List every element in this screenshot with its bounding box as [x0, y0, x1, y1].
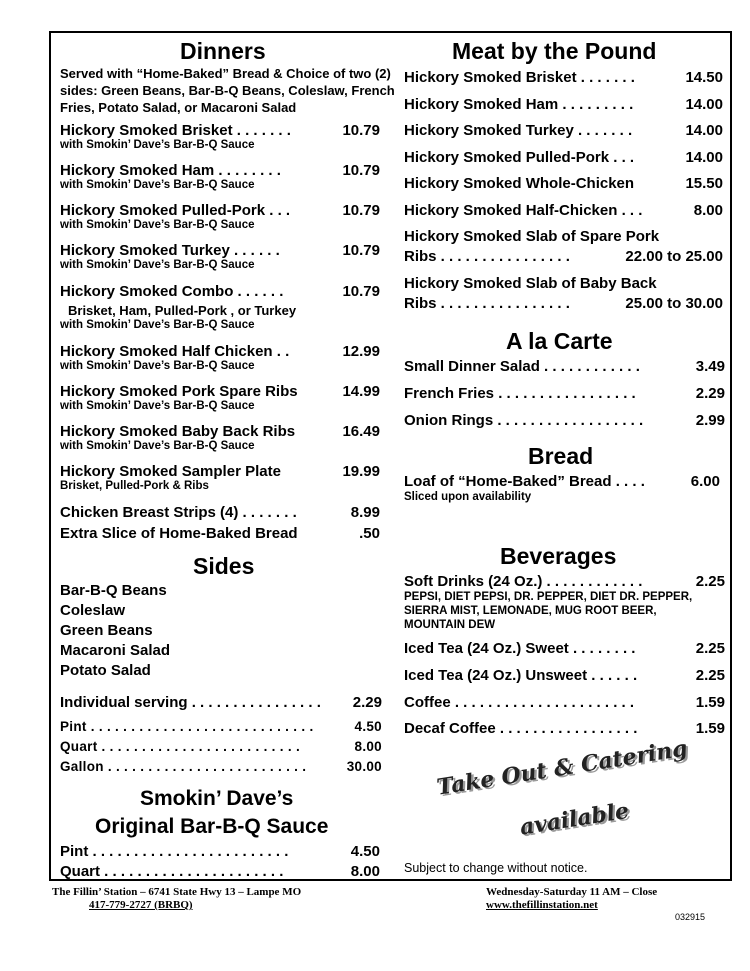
dinner-item-price: 16.49 — [342, 423, 380, 440]
soft-drinks-name: Soft Drinks (24 Oz.) . . . . . . . . . . . . — [404, 573, 643, 590]
spare-ribs-line1: Hickory Smoked Slab of Spare Pork — [404, 228, 660, 245]
meat-item-price: 15.50 — [685, 175, 723, 192]
alacarte-heading: A la Carte — [506, 328, 613, 354]
side-price-name: Individual serving . . . . . . . . . . . . . . . . — [60, 694, 321, 711]
soft-drink-flavors: SIERRA MIST, LEMONADE, MUG ROOT BEER, — [404, 605, 657, 617]
side-item: Potato Salad — [60, 662, 151, 679]
meat-item-name: Hickory Smoked Pulled-Pork . . . — [404, 149, 635, 166]
dinner-item-name: Hickory Smoked Turkey . . . . . . — [60, 242, 280, 259]
meat-item-price: 14.00 — [685, 122, 723, 139]
dinner-item-name: Hickory Smoked Baby Back Ribs — [60, 423, 296, 440]
dinner-item-name: Chicken Breast Strips (4) . . . . . . . — [60, 504, 297, 521]
sides-heading: Sides — [193, 553, 255, 579]
side-price-name: Pint . . . . . . . . . . . . . . . . . . . . . . . . . . . . — [60, 719, 314, 734]
side-item: Bar-B-Q Beans — [60, 582, 167, 599]
meat-item-name: Hickory Smoked Whole-Chicken — [404, 175, 635, 192]
alacarte-item-price: 3.49 — [695, 358, 725, 375]
sauce-heading-line2: Original Bar-B-Q Sauce — [95, 815, 329, 838]
beverage-item-price: 1.59 — [695, 720, 725, 737]
side-price-value: 8.00 — [354, 739, 382, 754]
takeout-line2: available — [518, 797, 631, 841]
dinner-item-name: Extra Slice of Home-Baked Bread — [60, 525, 298, 542]
meat-item-price: 14.50 — [685, 69, 723, 86]
alacarte-item-name: Small Dinner Salad . . . . . . . . . . . . — [404, 358, 640, 375]
meat-item-name: Hickory Smoked Turkey . . . . . . . — [404, 122, 633, 139]
side-item: Coleslaw — [60, 602, 126, 619]
dinner-item-price: 12.99 — [342, 343, 380, 360]
alacarte-item-name: French Fries . . . . . . . . . . . . . . . . . — [404, 385, 636, 402]
sauce-item-name: Quart . . . . . . . . . . . . . . . . . . . . . . — [60, 863, 284, 880]
dinner-item-name: Hickory Smoked Brisket . . . . . . . — [60, 122, 291, 139]
meat-item-name: Hickory Smoked Half-Chicken . . . — [404, 202, 643, 219]
soft-drinks-price: 2.25 — [695, 573, 725, 590]
footer-website-link[interactable]: www.thefillinstation.net — [486, 899, 598, 911]
baby-back-line2: Ribs . . . . . . . . . . . . . . . . — [404, 295, 570, 312]
side-price-name: Gallon . . . . . . . . . . . . . . . . . . . . . . . . . — [60, 759, 307, 774]
takeout-line1: Take Out & Catering — [435, 735, 690, 801]
footer-phone[interactable]: 417-779-2727 (BRBQ) — [89, 899, 193, 911]
dinner-item-name: Hickory Smoked Half Chicken . . — [60, 343, 290, 360]
dinner-item-sub: Brisket, Pulled-Pork & Ribs — [60, 480, 209, 492]
meat-item-price: 14.00 — [685, 149, 723, 166]
side-price-value: 30.00 — [346, 759, 382, 774]
dinner-item-name: Hickory Smoked Combo . . . . . . — [60, 283, 284, 300]
dinner-item-sub: with Smokin’ Dave’s Bar-B-Q Sauce — [60, 139, 255, 151]
meat-item-name: Hickory Smoked Brisket . . . . . . . — [404, 69, 635, 86]
dinner-item-price: 19.99 — [342, 463, 380, 480]
alacarte-item-price: 2.29 — [695, 385, 725, 402]
change-notice: Subject to change without notice. — [404, 861, 588, 875]
dinner-item-sub: with Smokin’ Dave’s Bar-B-Q Sauce — [60, 179, 255, 191]
side-price-name: Quart . . . . . . . . . . . . . . . . . . . . . . . . . — [60, 739, 301, 754]
bread-sub: Sliced upon availability — [404, 491, 532, 503]
beverage-item-name: Iced Tea (24 Oz.) Sweet . . . . . . . . — [404, 640, 636, 657]
dinner-item-price: 10.79 — [342, 162, 380, 179]
dinner-item-name: Hickory Smoked Pulled-Pork . . . — [60, 202, 291, 219]
bread-item-name: Loaf of “Home-Baked” Bread . . . . — [404, 473, 645, 490]
sauce-item-price: 8.00 — [350, 863, 380, 880]
beverage-item-price: 2.25 — [695, 640, 725, 657]
side-item: Green Beans — [60, 622, 153, 639]
dinner-item-sub: with Smokin’ Dave’s Bar-B-Q Sauce — [60, 319, 255, 331]
spare-ribs-price: 22.00 to 25.00 — [625, 248, 723, 265]
meat-item-price: 8.00 — [693, 202, 723, 219]
sauce-item-name: Pint . . . . . . . . . . . . . . . . . . . . . . . . — [60, 843, 289, 860]
footer-code: 032915 — [675, 912, 706, 922]
dinner-item-name: Hickory Smoked Sampler Plate — [60, 463, 281, 480]
dinner-item-sub: Brisket, Ham, Pulled-Pork , or Turkey — [68, 303, 297, 318]
dinner-item-sub: with Smokin’ Dave’s Bar-B-Q Sauce — [60, 440, 255, 452]
side-price-value: 2.29 — [352, 694, 382, 711]
dinner-item-sub: with Smokin’ Dave’s Bar-B-Q Sauce — [60, 219, 255, 231]
dinner-item-name: Hickory Smoked Pork Spare Ribs — [60, 383, 298, 400]
dinner-item-sub: with Smokin’ Dave’s Bar-B-Q Sauce — [60, 400, 255, 412]
baby-back-price: 25.00 to 30.00 — [625, 295, 723, 312]
bread-heading: Bread — [528, 443, 594, 469]
spare-ribs-line2: Ribs . . . . . . . . . . . . . . . . — [404, 248, 570, 265]
beverage-item-price: 1.59 — [695, 694, 725, 711]
sauce-heading-line1: Smokin’ Dave’s — [140, 787, 294, 810]
dinner-item-price: 10.79 — [342, 242, 380, 259]
sauce-item-price: 4.50 — [350, 843, 380, 860]
beverage-item-price: 2.25 — [695, 667, 725, 684]
soft-drink-flavors: MOUNTAIN DEW — [404, 619, 496, 631]
dinner-item-price: .50 — [359, 525, 380, 542]
dinner-item-price: 10.79 — [342, 122, 380, 139]
dinners-heading: Dinners — [180, 38, 266, 64]
footer-hours: Wednesday-Saturday 11 AM – Close — [486, 886, 658, 898]
dinners-intro: Served with “Home-Baked” Bread & Choice of two (2) sides: Green Beans, Bar-B-Q Beans, Coleslaw, French Fries, Potato Salad, or Macaroni Salad — [60, 66, 395, 115]
dinner-item-price: 10.79 — [342, 283, 380, 300]
soft-drink-flavors: PEPSI, DIET PEPSI, DR. PEPPER, DIET DR. PEPPER, — [404, 591, 693, 603]
alacarte-item-price: 2.99 — [695, 412, 725, 429]
beverage-item-name: Decaf Coffee . . . . . . . . . . . . . . . . . — [404, 720, 638, 737]
side-item: Macaroni Salad — [60, 642, 171, 659]
dinner-item-name: Hickory Smoked Ham . . . . . . . . — [60, 162, 281, 179]
beverages-heading: Beverages — [500, 543, 617, 569]
baby-back-line1: Hickory Smoked Slab of Baby Back — [404, 275, 657, 292]
footer-address: The Fillin’ Station – 6741 State Hwy 13 – Lampe MO — [52, 886, 302, 898]
dinner-item-sub: with Smokin’ Dave’s Bar-B-Q Sauce — [60, 259, 255, 271]
beverage-item-name: Coffee . . . . . . . . . . . . . . . . . . . . . . — [404, 694, 635, 711]
bread-item-price: 6.00 — [690, 473, 720, 490]
dinner-item-price: 8.99 — [350, 504, 380, 521]
meat-item-name: Hickory Smoked Ham . . . . . . . . . — [404, 96, 634, 113]
side-price-value: 4.50 — [354, 719, 382, 734]
dinner-item-sub: with Smokin’ Dave’s Bar-B-Q Sauce — [60, 360, 255, 372]
dinner-item-price: 14.99 — [342, 383, 380, 400]
meat-heading: Meat by the Pound — [452, 38, 657, 64]
dinner-item-price: 10.79 — [342, 202, 380, 219]
beverage-item-name: Iced Tea (24 Oz.) Unsweet . . . . . . — [404, 667, 638, 684]
meat-item-price: 14.00 — [685, 96, 723, 113]
alacarte-item-name: Onion Rings . . . . . . . . . . . . . . . . . . — [404, 412, 644, 429]
